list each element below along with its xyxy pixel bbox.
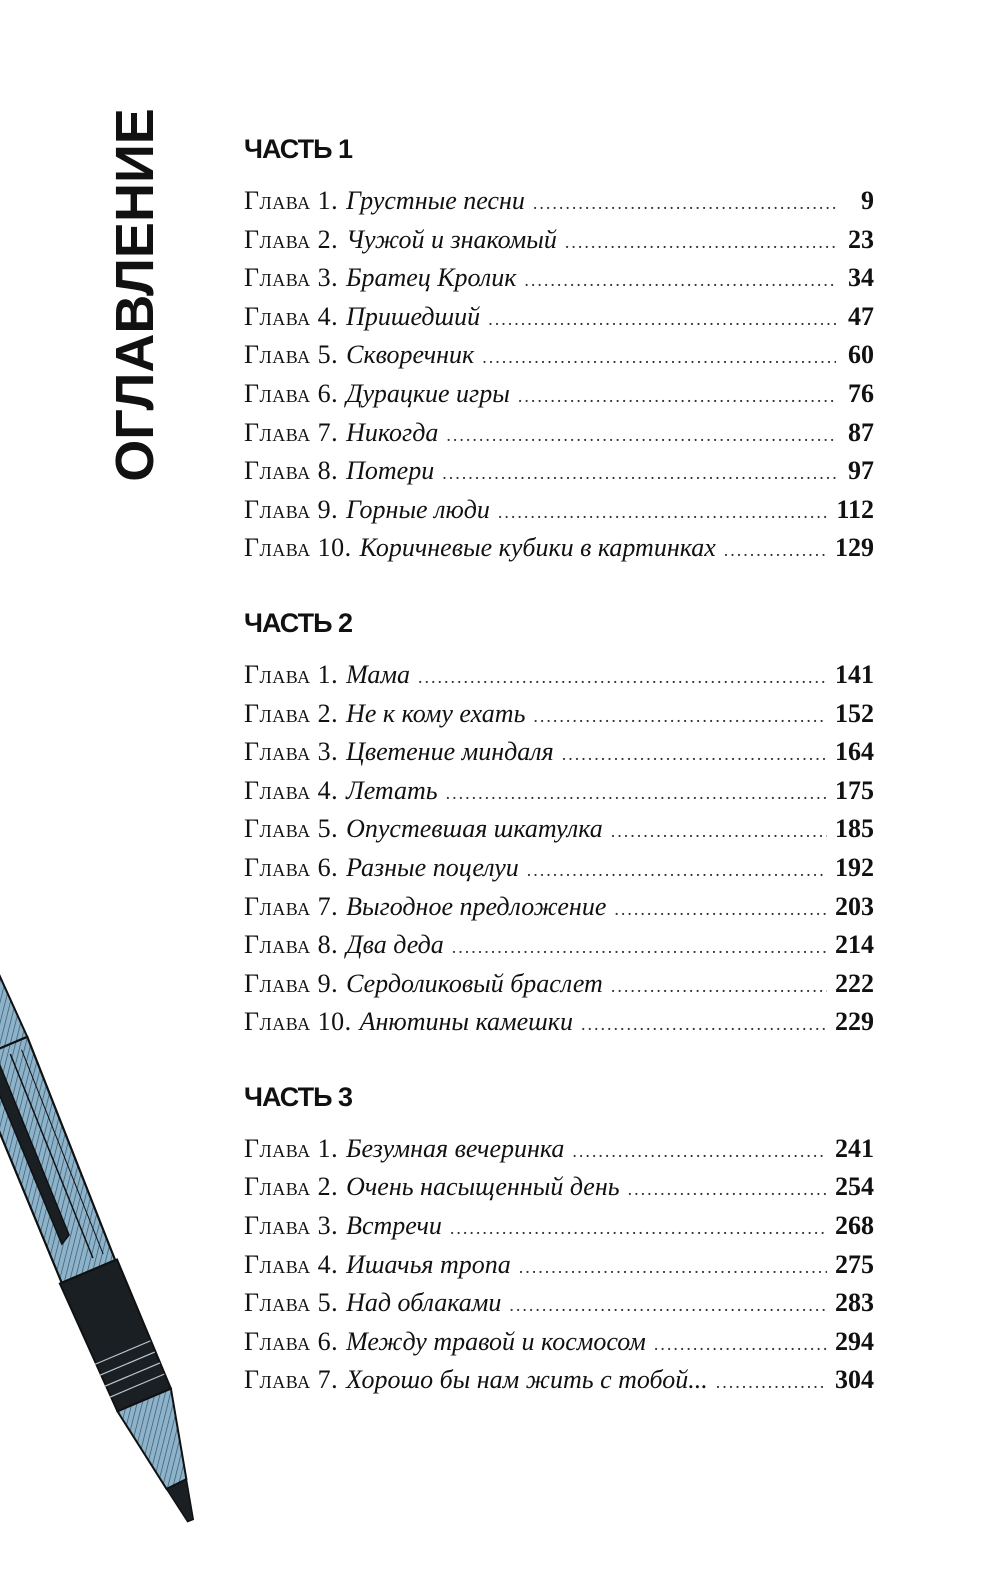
leader-dots <box>446 416 836 455</box>
toc-entry <box>244 1323 874 1362</box>
chapter-label: Глава 2. <box>244 224 339 254</box>
leader-dots <box>581 1005 827 1044</box>
chapter-label: Глава 1. <box>244 1133 339 1163</box>
leader-dots <box>533 184 836 223</box>
leader-dots <box>488 300 836 339</box>
toc-entry <box>244 733 874 772</box>
leader-dots <box>482 338 836 377</box>
chapter-label: Глава 7. <box>244 891 339 921</box>
part-entries <box>244 182 874 568</box>
chapter-title: Братец Кролик <box>346 263 517 293</box>
chapter-label: Глава 8. <box>244 930 339 960</box>
leader-dots <box>446 774 827 813</box>
page-number: 9 <box>861 186 874 215</box>
page-number: 283 <box>835 1288 874 1318</box>
leader-dots <box>524 261 836 300</box>
toc-entry <box>244 336 874 375</box>
toc-entry <box>244 1003 874 1042</box>
leader-dots <box>519 1248 827 1287</box>
chapter-title: Разные поцелуи <box>346 852 519 882</box>
chapter-title: Над облаками <box>346 1288 502 1318</box>
leader-dots <box>572 1132 827 1171</box>
toc-entry <box>244 1168 874 1207</box>
page-number: 192 <box>835 852 874 882</box>
toc-entry <box>244 849 874 888</box>
chapter-title: Безумная вечеринка <box>346 1133 565 1163</box>
chapter-label: Глава 9. <box>244 494 339 524</box>
part-entries <box>244 1130 874 1400</box>
toc-entry <box>244 1130 874 1169</box>
leader-dots <box>614 890 827 929</box>
toc-entry <box>244 452 874 491</box>
toc-entry <box>244 375 874 414</box>
leader-dots <box>716 1363 827 1402</box>
toc-entry <box>244 221 874 260</box>
page-number: 129 <box>835 533 874 563</box>
chapter-label: Глава 6. <box>244 378 339 408</box>
leader-dots <box>565 223 836 262</box>
chapter-title: Потери <box>346 456 435 486</box>
toc-entry <box>244 259 874 298</box>
chapter-title: Выгодное предложение <box>346 891 607 921</box>
leader-dots <box>450 1209 827 1248</box>
chapter-label: Глава 10. <box>244 533 352 563</box>
chapter-title: Дурацкие игры <box>346 378 510 408</box>
leader-dots <box>724 531 827 570</box>
page-number: 241 <box>835 1133 874 1163</box>
toc-entry <box>244 926 874 965</box>
chapter-label: Глава 8. <box>244 456 339 486</box>
toc-entry <box>244 810 874 849</box>
chapter-label: Глава 6. <box>244 1326 339 1356</box>
page-number: 87 <box>848 417 874 447</box>
chapter-title: Между травой и космосом <box>346 1326 646 1356</box>
toc-entry <box>244 772 874 811</box>
leader-dots <box>498 493 829 532</box>
page-number: 229 <box>835 1007 874 1037</box>
chapter-label: Глава 5. <box>244 814 339 844</box>
chapter-label: Глава 7. <box>244 1365 339 1395</box>
page-number: 112 <box>836 494 874 524</box>
toc-entry <box>244 965 874 1004</box>
leader-dots <box>562 735 827 774</box>
page-number: 60 <box>848 340 874 370</box>
page-number: 164 <box>835 737 874 767</box>
chapter-label: Глава 4. <box>244 301 339 331</box>
part-2 <box>244 604 874 1042</box>
chapter-label: Глава 2. <box>244 698 339 728</box>
chapter-title: Цветение миндаля <box>346 737 554 767</box>
chapter-label: Глава 3. <box>244 1211 339 1241</box>
toc-entry <box>244 182 874 221</box>
chapter-title: Очень насыщенный день <box>346 1172 620 1202</box>
toc-title <box>100 108 170 482</box>
leader-dots <box>442 454 836 493</box>
part-3 <box>244 1078 874 1400</box>
leader-dots <box>509 1286 827 1325</box>
toc-entry <box>244 1246 874 1285</box>
toc-entry <box>244 888 874 927</box>
chapter-title: Сердоликовый браслет <box>346 968 603 998</box>
chapter-title: Хорошо бы нам жить с тобой... <box>346 1365 708 1395</box>
part-1 <box>244 130 874 568</box>
chapter-label: Глава 9. <box>244 968 339 998</box>
chapter-title: Летать <box>346 775 438 805</box>
chapter-title: Горные люди <box>346 494 490 524</box>
chapter-title: Анютины камешки <box>359 1007 573 1037</box>
chapter-label: Глава 5. <box>244 1288 339 1318</box>
chapter-title: Мама <box>346 659 410 689</box>
part-entries <box>244 656 874 1042</box>
page-number: 275 <box>835 1249 874 1279</box>
leader-dots <box>452 928 827 967</box>
chapter-label: Глава 1. <box>244 186 339 215</box>
chapter-title: Два деда <box>346 930 444 960</box>
part-heading: ЧАСТЬ 2 <box>244 607 353 638</box>
chapter-label: Глава 4. <box>244 1249 339 1279</box>
toc-entry <box>244 298 874 337</box>
page-number: 185 <box>835 814 874 844</box>
page-number: 294 <box>835 1326 874 1356</box>
part-heading: ЧАСТЬ 3 <box>244 1081 353 1112</box>
leader-dots <box>518 377 836 416</box>
toc-entry <box>244 695 874 734</box>
chapter-title: Грустные песни <box>346 186 525 215</box>
page-number: 304 <box>835 1365 874 1395</box>
toc-entry <box>244 491 874 530</box>
leader-dots <box>611 812 827 851</box>
leader-dots <box>611 967 827 1006</box>
leader-dots <box>533 697 827 736</box>
leader-dots <box>418 658 827 697</box>
pen-illustration-icon <box>0 930 230 1540</box>
chapter-label: Глава 7. <box>244 417 339 447</box>
chapter-label: Глава 5. <box>244 340 339 370</box>
chapter-label: Глава 2. <box>244 1172 339 1202</box>
page-number: 203 <box>835 891 874 921</box>
toc-title-text: ОГЛАВЛЕНИЕ <box>105 108 165 482</box>
chapter-title: Не к кому ехать <box>346 698 526 728</box>
chapter-label: Глава 10. <box>244 1007 352 1037</box>
chapter-title: Пришедший <box>346 301 481 331</box>
toc-entry <box>244 1207 874 1246</box>
toc-entry <box>244 529 874 568</box>
page-number: 268 <box>835 1211 874 1241</box>
table-of-contents <box>244 130 874 1400</box>
part-heading: ЧАСТЬ 1 <box>244 134 353 164</box>
chapter-title: Коричневые кубики в картинках <box>359 533 716 563</box>
chapter-title: Опустевшая шкатулка <box>346 814 603 844</box>
chapter-title: Ишачья тропа <box>346 1249 511 1279</box>
chapter-title: Скворечник <box>346 340 475 370</box>
page-number: 222 <box>835 968 874 998</box>
chapter-label: Глава 1. <box>244 659 339 689</box>
chapter-label: Глава 4. <box>244 775 339 805</box>
chapter-title: Встречи <box>346 1211 442 1241</box>
chapter-label: Глава 6. <box>244 852 339 882</box>
page-number: 47 <box>848 301 874 331</box>
chapter-title: Никогда <box>346 417 439 447</box>
leader-dots <box>527 851 827 890</box>
page-number: 175 <box>835 775 874 805</box>
toc-entry <box>244 656 874 695</box>
leader-dots <box>654 1325 827 1364</box>
toc-entry <box>244 1284 874 1323</box>
chapter-label: Глава 3. <box>244 737 339 767</box>
page-number: 23 <box>848 224 874 254</box>
chapter-title: Чужой и знакомый <box>346 224 557 254</box>
page-number: 97 <box>848 456 874 486</box>
leader-dots <box>628 1170 827 1209</box>
toc-entry <box>244 414 874 453</box>
page-number: 76 <box>848 378 874 408</box>
page-number: 141 <box>835 659 874 689</box>
page-number: 254 <box>835 1172 874 1202</box>
toc-entry <box>244 1361 874 1400</box>
page-number: 214 <box>835 930 874 960</box>
page-number: 152 <box>835 698 874 728</box>
page-number: 34 <box>848 263 874 293</box>
chapter-label: Глава 3. <box>244 263 339 293</box>
